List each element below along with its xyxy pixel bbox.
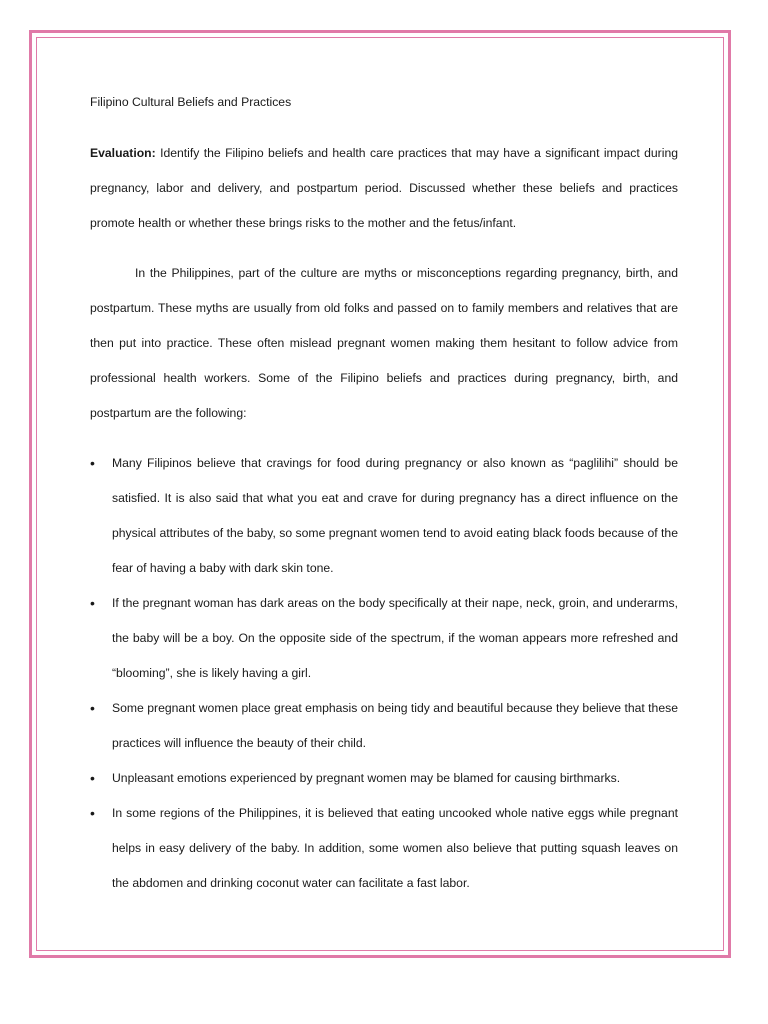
intro-paragraph: In the Philippines, part of the culture are myths or misconceptions regarding pregnancy, birth, and postpartum. These myths are usually from old folks and passed on to family members and relatives that are then put into practice. These often mislead pregnant women making them hesitant to follow advice from professional health workers. Some of the Filipino beliefs and practices during pregnancy, birth, and postpartum are the following:	[90, 266, 678, 420]
list-item-text: Unpleasant emotions experienced by pregnant women may be blamed for causing birthmarks.	[112, 771, 621, 785]
document-title: Filipino Cultural Beliefs and Practices	[90, 95, 292, 109]
list-item	[90, 586, 678, 691]
list-item	[90, 796, 678, 901]
bullet-icon: •	[90, 455, 95, 471]
document-content	[90, 90, 678, 901]
list-item	[90, 691, 678, 761]
list-item-text: Many Filipinos believe that cravings for food during pregnancy or also known as “paglilihi” should be satisfied. It is also said that what you eat and crave for during pregnancy has a direct influence on the physical attributes of the baby, so some pregnant women tend to avoid eating black foods because of the fear of having a baby with dark skin tone.	[112, 456, 678, 575]
list-item	[90, 761, 678, 796]
list-item-text: In some regions of the Philippines, it is believed that eating uncooked whole native eggs while pregnant helps in easy delivery of the baby. In addition, some women also believe that putting squash leaves on the abdomen and drinking coconut water can facilitate a fast labor.	[112, 806, 678, 890]
bullet-icon: •	[90, 700, 95, 716]
bullet-icon: •	[90, 805, 95, 821]
beliefs-list	[90, 446, 678, 901]
bullet-icon: •	[90, 595, 95, 611]
list-item-text: Some pregnant women place great emphasis on being tidy and beautiful because they believe that these practices will influence the beauty of their child.	[112, 701, 678, 750]
list-item	[90, 446, 678, 586]
evaluation-label: Evaluation:	[90, 146, 156, 160]
evaluation-text: Identify the Filipino beliefs and health care practices that may have a significant impact during pregnancy, labor and delivery, and postpartum period. Discussed whether these beliefs and practices promote health or whether these brings risks to the mother and the fetus/infant.	[90, 146, 679, 230]
bullet-icon: •	[90, 770, 95, 786]
evaluation-paragraph	[90, 136, 678, 241]
list-item-text: If the pregnant woman has dark areas on the body specifically at their nape, neck, groin, and underarms, the baby will be a boy. On the opposite side of the spectrum, if the woman appears more refreshed and “blooming”, she is likely having a girl.	[112, 596, 678, 680]
